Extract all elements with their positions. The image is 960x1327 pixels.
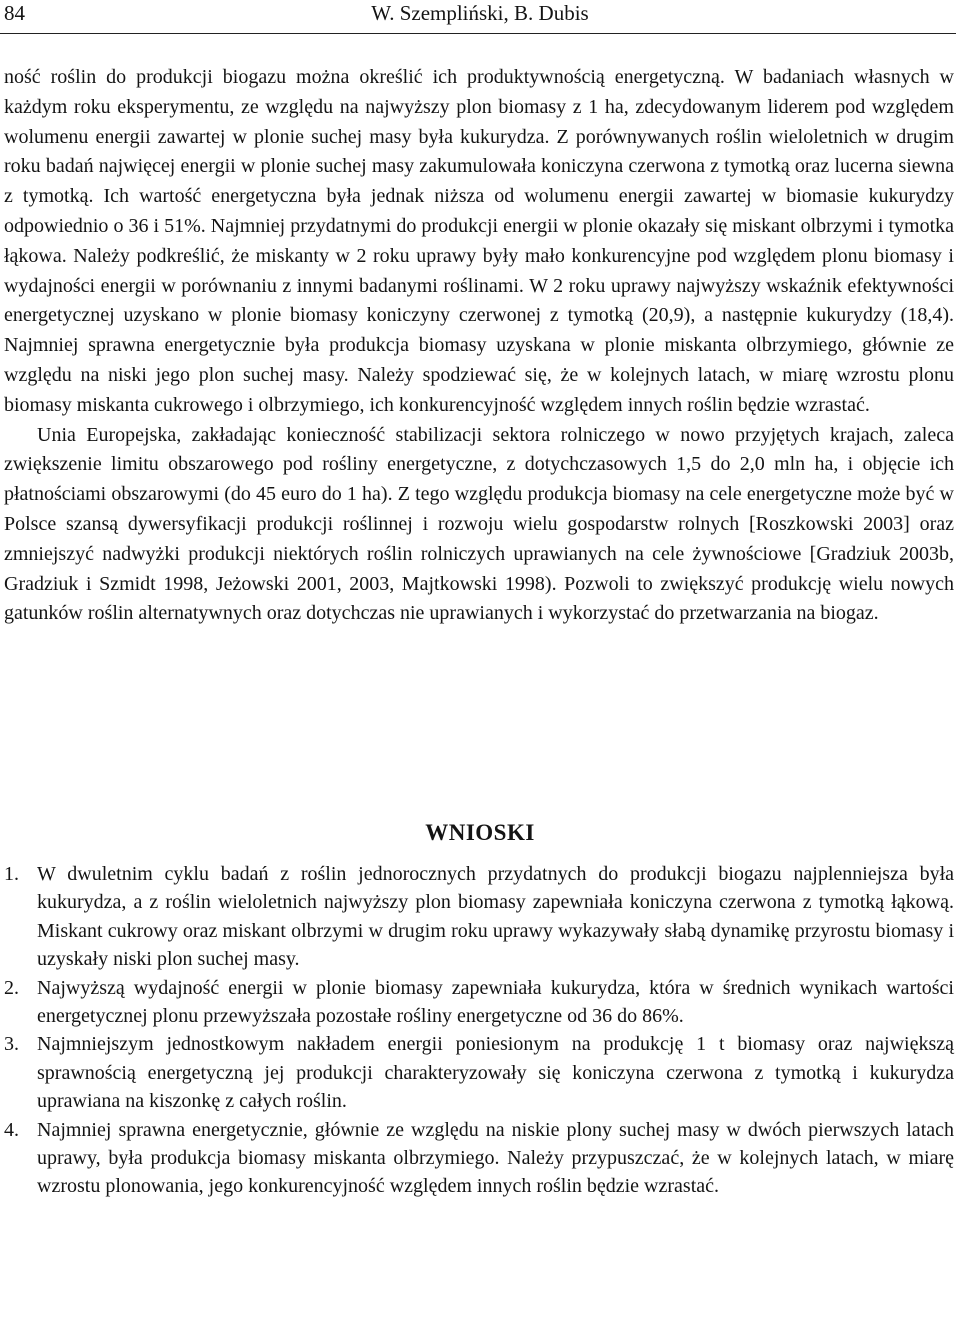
conclusions-list bbox=[4, 860, 954, 1201]
section-title: WNIOSKI bbox=[425, 820, 535, 845]
paragraph: Unia Europejska, zakładając konieczność stabilizacji sektora rolniczego w nowo przyjętych krajach, zaleca zwiększenie limitu obszarowego pod rośliny energetyczne, z dotychczasowych 1,5 do 2,0 mln ha, i objęcie ich płatnościami obszarowymi (do 45 euro do 1 ha). Z tego względu produkcja biomasy na cele energetyczne może być w Polsce szansą dywersyfikacji produkcji roślinnej i rozwoju wielu gospodarstw rolnych [Roszkowski 2003] oraz zmniejszyć nadwyżki produkcji niektórych roślin rolniczych uprawianych na cele żywnościowe [Gradziuk 2003b, Gradziuk i Szmidt 1998, Jeżowski 2001, 2003, Majtkowski 1998). Pozwoli to zwiększyć produkcję wielu nowych gatunków roślin alternatywnych oraz dotychczas nie uprawianych i wykorzystać do przetwarzania na biogaz. bbox=[4, 423, 954, 625]
list-item bbox=[4, 1030, 954, 1115]
list-number: 1. bbox=[4, 863, 19, 885]
list-number: 2. bbox=[4, 976, 19, 999]
list-number: 3. bbox=[4, 1033, 19, 1056]
running-head: W. Szempliński, B. Dubis bbox=[371, 1, 589, 25]
paragraph: ność roślin do produkcji biogazu można określić ich produktywnością energetyczną. W badaniach własnych w każdym roku eksperymentu, ze względu na najwyższy plon biomasy z 1 ha, zdecydowanym liderem pod względem wolumenu energii zawartej w plonie suchej masy była kukurydza. Z porównywanych roślin wieloletnich w drugim roku badań najwięcej energii w plonie suchej masy zakumulowała koniczyna czerwona z tymotką oraz lucerna siewna z tymotką. Ich wartość energetyczna była jednak niższa od wolumenu energii zawartej w biomasie kukurydzy odpowiednio o 36 i 51%. Najmniej przydatnymi do produkcji energii w plonie okazały się miskant olbrzymi i tymotka łąkowa. Należy podkreślić, że miskanty w 2 roku uprawy były mało konkurencyjne pod względem plonu biomasy i wydajności energii w porównaniu z innymi badanymi roślinami. W 2 roku uprawy najwyższy wskaźnik efektywności energetycznej uzyskano w plonie biomasy koniczyny czerwonej z tymotką (20,9), a następnie kukurydzy (18,4). Najmniej sprawna energetycznie była produkcja biomasy uzyskana w plonie miskanta olbrzymiego, głównie ze względu na niski jego plon suchej masy. Należy spodziewać się, że w kolejnych latach, w miarę wzrostu plonu biomasy miskanta cukrowego i olbrzymiego, ich konkurencyjność względem innych roślin będzie wzrastać. bbox=[4, 66, 954, 416]
list-item-text: Najmniej sprawna energetycznie, głównie ze względu na niskie plony suchej masy w dwóch pierwszych latach uprawy, była produkcja biomasy miskanta olbrzymiego. Należy przypuszczać, że w kolejnych latach, w miarę wzrostu plonowania, jego konkurencyjność względem innych roślin będzie wzrastać. bbox=[37, 1118, 954, 1198]
list-item bbox=[4, 1116, 954, 1201]
body-text bbox=[4, 63, 954, 629]
page-header bbox=[0, 0, 956, 34]
list-item-text: Najwyższą wydajność energii w plonie biomasy zapewniała kukurydza, która w średnich wynikach wartości energetycznej plonu przewyższała pozostałe rośliny energetyczne od 36 do 86%. bbox=[37, 976, 954, 1028]
list-number: 4. bbox=[4, 1118, 19, 1141]
list-item bbox=[4, 860, 954, 974]
list-item bbox=[4, 974, 954, 1031]
list-item-text: Najmniejszym jednostkowym nakładem energii poniesionym na produkcję 1 t biomasy oraz największą sprawnością energetyczną jej produkcji charakteryzowały się koniczyna czerwona z tymotką i kukurydza uprawiana na kiszonkę z całych roślin. bbox=[37, 1033, 954, 1113]
list-item-text: W dwuletnim cyklu badań z roślin jednorocznych przydatnych do produkcji biogazu najplenniejsza była kukurydza, a z roślin wieloletnich najwyższy plon biomasy zapewniała koniczyna czerwona z tymotką łąkową. Miskant cukrowy oraz miskant olbrzymi w drugim roku uprawy wykazywały słabą dynamikę przyrostu biomasy i uzyskały niski plon suchej masy. bbox=[37, 863, 954, 971]
page-number: 84 bbox=[4, 1, 25, 25]
